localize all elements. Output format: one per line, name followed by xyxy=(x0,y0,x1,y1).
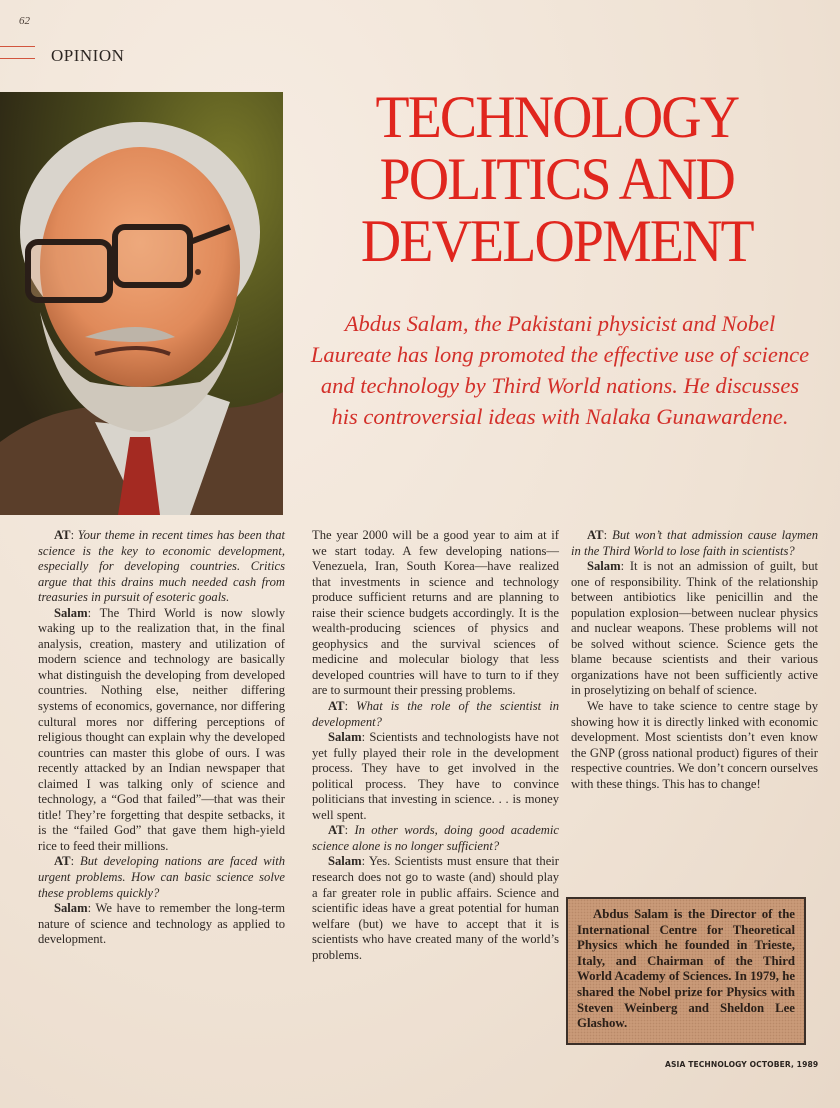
answer-text: The year 2000 will be a good year to aim at if we start today. A few developing nations—Venezuela, Iran, South Korea—have realized that investments in science and technology produce sufficient returns and are planning to raise their science budgets accordingly. It is the wealth-producing sciences of physics and geophysics and the survival sciences of medicine and molecular biology that less developed countries will have to turn to if they are to surmount their pressing problems. xyxy=(312,528,559,698)
speaker-label: AT xyxy=(54,854,71,869)
question-paragraph: AT: Your theme in recent times has been that science is the key to economic development, especially for developing countries. Critics argue that this drains much needed cash from treasuries in pursuit of esoteric goals. xyxy=(38,528,285,605)
speaker-label: Salam xyxy=(54,901,88,916)
answer-text: We have to take science to centre stage by showing how it is directly linked with economic development. Most scientists don’t even know the GNP (gross national product) figures of their respective countries. We don’t concern ourselves with these things. This has to change! xyxy=(571,699,818,791)
article-column-3 xyxy=(571,528,818,792)
question-paragraph: AT: In other words, doing good academic science alone is no longer sufficient? xyxy=(312,823,559,853)
headline-line-2: POLITICS AND xyxy=(379,146,734,212)
author-bio-box xyxy=(566,897,806,1045)
question-text: But won’t that admission cause laymen in the Third World to lose faith in scientists? xyxy=(571,528,818,558)
question-paragraph: AT: But developing nations are faced with urgent problems. How can basic science solve these problems quickly? xyxy=(38,854,285,900)
speaker-label: AT xyxy=(328,823,345,838)
section-label: OPINION xyxy=(51,46,125,65)
headline xyxy=(302,86,776,272)
question-text: Your theme in recent times has been that science is the key to economic development, especially for developing countries. Critics argue that this drains much needed cash from treasuries in pursuit of esoteric goals. xyxy=(38,528,285,605)
answer-paragraph: Salam: Scientists and technologists have not yet fully played their role in the development process. They have to get involved in the political process. They have to convince politicians that investing in science. . . is money well spent. xyxy=(312,730,559,822)
question-text: In other words, doing good academic science alone is no longer sufficient? xyxy=(312,823,559,853)
deck-summary: Abdus Salam, the Pakistani physicist and Nobel Laureate has long promoted the effective use of science and technology by Third World nations. He discusses his controversial ideas with Nalaka Gunawardene. xyxy=(310,311,810,429)
answer-text: The Third World is now slowly waking up to the realization that, in the final analysis, creation, mastery and utilization of modern science and technology are basically what distinguish the developing from developed countries. Nothing else, neither differing systems of economics, governance, nor differing cultural mores nor differing perceptions of religious thought can explain why the developed countries can master this globe of ours. I was recently attacked by an Indian newspaper that claimed I was talking only of science and technology, a “God that failed”—that was their title! They’re forgetting that despite setbacks, it is the “failed God” that gave them high-yield rice to feed their millions. xyxy=(38,605,286,853)
answer-text: Yes. Scientists must ensure that their research does not go to waste (and) should play a far greater role in public affairs. Science and scientific ideas have a great potential for human welfare (but) we have to accept that it is scientists who have created many of the world’s problems. xyxy=(312,854,559,962)
headline-line-1: TECHNOLOGY xyxy=(375,84,739,150)
page-number: 62 xyxy=(19,15,30,27)
answer-paragraph: Salam: It is not an admission of guilt, but one of responsibility. Think of the relationship between antibiotics like penicillin and the population explosion—between nuclear physics and nuclear weapons. These problems will not be solved without science. Science gets the blame because scientists and their various organizations have not been sufficiently active in proselytizing on behalf of science. xyxy=(571,559,818,698)
speaker-label: AT xyxy=(54,528,71,542)
question-paragraph: AT: What is the role of the scientist in development? xyxy=(312,699,559,729)
answer-text: We have to remember the long-term nature of science and technology as applied to development. xyxy=(38,901,286,947)
article-column-1 xyxy=(38,528,285,948)
question-paragraph: AT: But won’t that admission cause laymen in the Third World to lose faith in scientists? xyxy=(571,528,818,558)
speaker-label: Salam xyxy=(54,605,88,620)
question-text: What is the role of the scientist in development? xyxy=(312,699,559,729)
section-rule-decoration xyxy=(0,46,35,70)
article-column-2 xyxy=(312,528,559,963)
answer-paragraph: Salam: The Third World is now slowly waking up to the realization that, in the final analysis, creation, mastery and utilization of modern science and technology are basically what distinguish the developing from developed countries. Nothing else, neither differing systems of economics, governance, nor differing cultural mores nor differing perceptions of religious thought can explain why the developed countries can master this globe of ours. I was recently attacked by an Indian newspaper that claimed I was talking only of science and technology, a “God that failed”—that was their title! They’re forgetting that despite setbacks, it is the “failed God” that gave them high-yield rice to feed their millions. xyxy=(38,605,286,853)
speaker-label: AT xyxy=(328,699,345,714)
speaker-label: AT xyxy=(587,528,604,542)
speaker-label: Salam xyxy=(587,559,621,574)
headline-line-3: DEVELOPMENT xyxy=(360,208,753,274)
answer-paragraph: Salam: Yes. Scientists must ensure that their research does not go to waste (and) should play a far greater role in public affairs. Science and scientific ideas have a great potential for human welfare (but) we have to accept that it is scientists who have created many of the world’s problems. xyxy=(312,854,559,962)
publication-footer: ASIA TECHNOLOGY OCTOBER, 1989 xyxy=(665,1060,819,1069)
answer-paragraph: Salam: We have to remember the long-term nature of science and technology as applied to development. xyxy=(38,901,286,947)
bio-text: Abdus Salam is the Director of the International Centre for Theoretical Physics which he founded in Trieste, Italy, and Chairman of the Third World Academy of Sciences. In 1979, he shared the Nobel prize for Physics with Steven Weinberg and Sheldon Lee Glashow. xyxy=(577,907,795,1031)
speaker-label: Salam xyxy=(328,730,362,745)
portrait-photo xyxy=(0,92,283,515)
question-text: But developing nations are faced with urgent problems. How can basic science solve these problems quickly? xyxy=(38,854,285,900)
answer-paragraph xyxy=(571,699,818,792)
answer-text: Scientists and technologists have not yet fully played their role in the development process. They have to get involved in the political process. They have to convince politicians that investing in science. . . is money well spent. xyxy=(312,730,559,822)
answer-paragraph xyxy=(312,528,559,699)
answer-text: It is not an admission of guilt, but one of responsibility. Think of the relationship between antibiotics like penicillin and the population explosion—between nuclear physics and nuclear weapons. These problems will not be solved without science. Science gets the blame because scientists and their various organizations have not been sufficiently active in proselytizing on behalf of science. xyxy=(571,559,818,698)
speaker-label: Salam xyxy=(328,854,362,869)
